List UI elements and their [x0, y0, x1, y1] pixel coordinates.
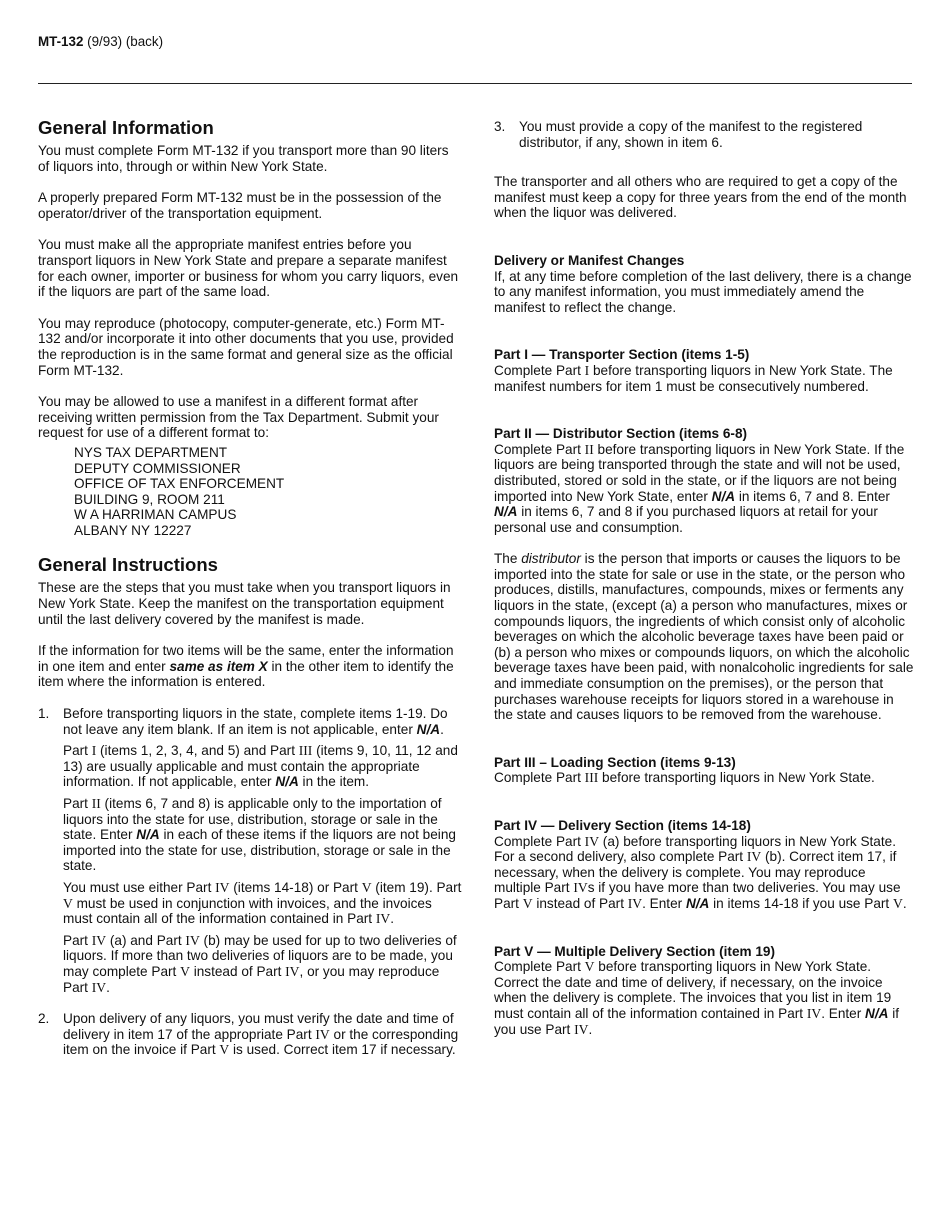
item3-text: You must provide a copy of the manifest to the registered distributor, if any, shown in item 6. — [519, 119, 863, 150]
item1-para-a: Before transporting liquors in the state, complete items 1-19. Do not leave any item blank. If an item is not applicable, enter N/A. — [63, 706, 448, 737]
general-info-p1: You must complete Form MT-132 if you transport more than 90 liters of liquors into, through or within New York State. — [38, 143, 449, 174]
header-divider — [38, 83, 912, 84]
item-number: 1. — [38, 706, 50, 722]
part-ii-heading: Part II — Distributor Section (items 6-8) — [494, 426, 748, 442]
general-info-p2: A properly prepared Form MT-132 must be in the possession of the operator/driver of the transportation equipment. — [38, 190, 442, 221]
part-ii-text: Complete Part II before transporting liquors in New York State. If the liquors are being transported through the state and will not be used, distributed, stored or sold in the state, or if the liquors are not being imported into New York State, enter N/A in items 6, 7 and 8. Enter N/A in items 6, 7 and 8 if you purchased liquors at retail for your personal use and consumption. — [494, 441, 905, 535]
mailing-address — [74, 445, 462, 539]
address-line: ALBANY NY 12227 — [74, 522, 192, 538]
manifest-changes-section — [494, 253, 914, 315]
general-info-p4: You may reproduce (photocopy, computer-generate, etc.) Form MT-132 and/or incorporate it into other documents that you use, provided the reproduction is in the same format and general size as the official Form MT-132. — [38, 315, 454, 378]
address-line: DEPUTY COMMISSIONER — [74, 460, 241, 476]
part-i-text: Complete Part I before transporting liquors in New York State. The manifest numbers for item 1 must be consecutively numbered. — [494, 362, 893, 394]
form-version: (9/93) (back) — [83, 34, 164, 49]
item2-text: Upon delivery of any liquors, you must verify the date and time of delivery in item 17 of the appropriate Part IV or the corresponding item on the invoice if Part V is used. Correct item 17 if necessary. — [63, 1011, 459, 1058]
retention-text: The transporter and all others who are required to get a copy of the manifest must keep a copy for three years from the end of the month when the liquor was delivered. — [494, 174, 907, 221]
address-line: BUILDING 9, ROOM 211 — [74, 491, 225, 507]
part-iv-heading: Part IV — Delivery Section (items 14-18) — [494, 818, 751, 833]
part-i-heading: Part I — Transporter Section (items 1-5) — [494, 347, 750, 363]
instruction-item-2 — [38, 1011, 462, 1058]
part-iii-text: Complete Part III before transporting liquors in New York State. — [494, 770, 875, 786]
address-line: W A HARRIMAN CAMPUS — [74, 507, 237, 523]
form-header — [38, 34, 163, 50]
part-iv-text: Complete Part IV (a) before transporting liquors in New York State. For a second delivery, also complete Part IV (b). Correct item 17, if necessary, when the delivery is complete. You may reproduce multiple Part IVs if you have more than two deliveries. You may use Part V instead of Part IV. Enter N/A in items 14-18 if you use Part V. — [494, 833, 907, 911]
part-iii-section — [494, 755, 914, 786]
part-i-section — [494, 347, 914, 394]
instruction-item-3 — [494, 119, 914, 150]
part-v-text: Complete Part V before transporting liquors in New York State. Correct the date and time of delivery, if necessary, on the invoice when the delivery is complete. The invoices that you list in item 19 must contain all of the information contained in Part IV. Enter N/A if you use Part IV. — [494, 959, 900, 1037]
part-v-section — [494, 944, 914, 1038]
item-number: 2. — [38, 1011, 50, 1027]
part-ii-section — [494, 426, 914, 535]
manifest-changes-heading: Delivery or Manifest Changes — [494, 252, 685, 268]
address-line: NYS TAX DEPARTMENT — [74, 444, 228, 460]
general-info-p5: You may be allowed to use a manifest in a different format after receiving written permission from the Tax Department. Submit your request for use of a different format to: — [38, 394, 439, 441]
left-column — [38, 117, 462, 1072]
address-line: OFFICE OF TAX ENFORCEMENT — [74, 476, 285, 492]
part-iii-heading: Part III – Loading Section (items 9-13) — [494, 754, 736, 770]
item1-para-b: Part I (items 1, 2, 3, 4, and 5) and Part III (items 9, 10, 11, 12 and 13) are usually applicable and must contain the appropriate information. If not applicable, enter N/A in the item. — [63, 743, 458, 790]
manifest-changes-text: If, at any time before completion of the last delivery, there is a change to any manifest information, you must immediately amend the manifest to reflect the change. — [494, 268, 912, 315]
general-info-p3: You must make all the appropriate manifest entries before you transport liquors in New York State and prepare a separate manifest for each owner, importer or business for whom you carry liquors, even if the liquors are part of the same load. — [38, 237, 459, 300]
general-instructions-heading: General Instructions — [38, 554, 218, 576]
instruction-item-1 — [38, 706, 462, 995]
item1-para-c: Part II (items 6, 7 and 8) is applicable only to the importation of liquors into the state for use, distribution, storage or sale in the state. Enter N/A in each of these items if the liquors are not being imported into the state for use, distribution, storage or sale in the state. — [63, 796, 456, 874]
part-v-heading: Part V — Multiple Delivery Section (item 19) — [494, 943, 776, 959]
general-instr-p1: These are the steps that you must take when you transport liquors in New York State. Keep the manifest on the transportation equipment until the last delivery covered by the manifest is made. — [38, 580, 451, 627]
right-column — [494, 119, 914, 1037]
item-number: 3. — [494, 119, 506, 134]
item1-para-d: You must use either Part IV (items 14-18) or Part V (item 19). Part V must be used in conjunction with invoices, and the invoices must contain all of the information contained in Part IV. — [63, 879, 462, 927]
item1-para-e: Part IV (a) and Part IV (b) may be used for up to two deliveries of liquors. If more than two deliveries of liquors are to be made, you may complete Part V instead of Part IV, or you may reproduce Part IV. — [63, 932, 457, 995]
same-as-item-text: same as item X — [169, 658, 268, 674]
distributor-definition: The distributor is the person that imports or causes the liquors to be imported into the state for sale or use in the state, or the person who produces, distills, manufactures, compounds, mixes or ferments any liquors in the state, (except (a) a person who manufactures, mixes or compounds liquors, the ingredients of which consist only of alcoholic beverages on which the alcoholic beverage taxes have been paid or (b) a person who mixes or compounds liquors, on which the alcoholic beverage taxes have been paid, with nonalcoholic ingredients for sale and immediate consumption on the premises), or the person that purchases warehouse receipts for liquors stored in a warehouse in the state and causes liquors to be removed from the warehouse. — [494, 551, 914, 723]
part-iv-section — [494, 818, 914, 912]
general-information-heading: General Information — [38, 117, 214, 138]
form-id: MT-132 — [38, 34, 84, 49]
general-instr-p2: If the information for two items will be the same, enter the information in one item and enter same as item X in the other item to identify the item where the information is entered. — [38, 643, 454, 690]
instruction-list — [38, 706, 462, 1058]
